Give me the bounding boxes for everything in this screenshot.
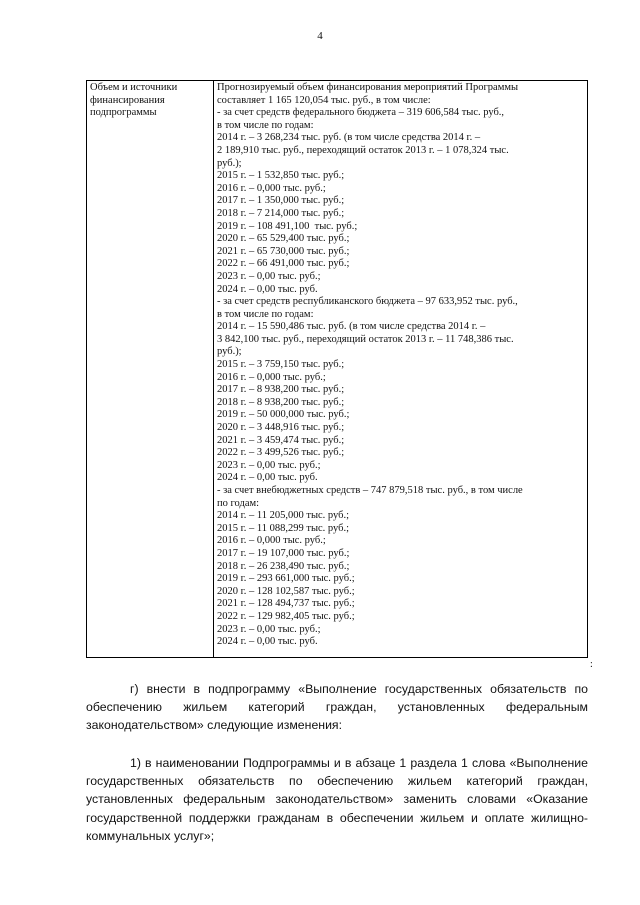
table-line: 2021 г. – 3 459,474 тыс. руб.; xyxy=(217,434,345,446)
table-line: 2016 г. – 0,000 тыс. руб.; xyxy=(217,535,326,547)
financing-table xyxy=(86,80,588,658)
table-line: Прогнозируемый объем финансирования мероприятий Программы xyxy=(217,82,519,93)
table-line: 2023 г. – 0,00 тыс. руб.; xyxy=(217,623,321,635)
table-column-divider xyxy=(213,81,214,657)
table-line: 2024 г. – 0,00 тыс. руб. xyxy=(217,283,318,295)
table-line: 3 842,100 тыс. руб., переходящий остаток 2013 г. – 11 748,386 тыс. xyxy=(217,333,514,345)
page-number: 4 xyxy=(317,30,323,42)
table-line: - за счет средств федерального бюджета – 319 606,584 тыс. руб., xyxy=(217,107,505,119)
paragraph-g: г) внести в подпрограмму «Выполнение государственных обязательств по обеспечению жильем категорий граждан, установленных федеральным законодательством» следующие изменения: xyxy=(86,682,588,733)
table-line: составляет 1 165 120,054 тыс. руб., в том числе: xyxy=(217,94,431,106)
table-line: 2017 г. – 19 107,000 тыс. руб.; xyxy=(217,547,350,559)
table-line: 2015 г. – 11 088,299 тыс. руб.; xyxy=(217,522,350,534)
table-line: по годам: xyxy=(217,497,260,509)
table-line: - за счет средств республиканского бюджета – 97 633,952 тыс. руб., xyxy=(217,296,518,308)
table-left-cell: Объем и источники финансирования подпрограммы xyxy=(90,82,178,119)
table-line: 2020 г. – 128 102,587 тыс. руб.; xyxy=(217,585,355,597)
table-line: 2 189,910 тыс. руб., переходящий остаток 2013 г. – 1 078,324 тыс. xyxy=(217,144,509,156)
table-right-cell xyxy=(217,82,585,649)
table-line: 2015 г. – 3 759,150 тыс. руб.; xyxy=(217,359,345,371)
table-line: 2020 г. – 65 529,400 тыс. руб.; xyxy=(217,233,350,245)
table-line: 2018 г. – 7 214,000 тыс. руб.; xyxy=(217,207,345,219)
table-line: в том числе по годам: xyxy=(217,308,314,320)
paragraph-1: 1) в наименовании Подпрограммы и в абзаце 1 раздела 1 слова «Выполнение государственных обязательств по обеспечению жильем категорий граждан, установленных федеральным законодательством» заменить словами «Оказание государственной поддержки гражданам в обеспечении жильем и оплате жилищно-коммунальных услуг»; xyxy=(86,756,588,843)
table-line: - за счет внебюджетных средств – 747 879,518 тыс. руб., в том числе xyxy=(217,485,523,496)
table-line: в том числе по годам: xyxy=(217,119,314,131)
table-line: 2019 г. – 50 000,000 тыс. руб.; xyxy=(217,409,350,421)
table-line: 2022 г. – 129 982,405 тыс. руб.; xyxy=(217,610,355,622)
table-line: 2024 г. – 0,00 тыс. руб. xyxy=(217,636,318,648)
table-line: 2021 г. – 65 730,000 тыс. руб.; xyxy=(217,245,350,257)
table-line: 2017 г. – 8 938,200 тыс. руб.; xyxy=(217,384,345,396)
table-line: 2019 г. – 293 661,000 тыс. руб.; xyxy=(217,573,355,585)
table-line: 2016 г. – 0,000 тыс. руб.; xyxy=(217,371,326,383)
table-line: 2024 г. – 0,00 тыс. руб. xyxy=(217,472,318,484)
table-line: 2019 г. – 108 491,100 тыс. руб.; xyxy=(217,220,358,232)
table-line: руб.); xyxy=(217,157,242,169)
table-line: 2022 г. – 3 499,526 тыс. руб.; xyxy=(217,447,345,459)
table-line: 2018 г. – 8 938,200 тыс. руб.; xyxy=(217,396,345,408)
table-line: 2021 г. – 128 494,737 тыс. руб.; xyxy=(217,598,355,610)
table-line: 2022 г. – 66 491,000 тыс. руб.; xyxy=(217,258,350,270)
table-line: 2014 г. – 3 268,234 тыс. руб. (в том числе средства 2014 г. – xyxy=(217,132,481,144)
closing-mark: : xyxy=(590,659,593,670)
table-line: 2023 г. – 0,00 тыс. руб.; xyxy=(217,270,321,282)
table-line: 2016 г. – 0,000 тыс. руб.; xyxy=(217,182,326,194)
table-line: 2023 г. – 0,00 тыс. руб.; xyxy=(217,459,321,471)
table-line: 2014 г. – 11 205,000 тыс. руб.; xyxy=(217,510,350,522)
table-line: 2017 г. – 1 350,000 тыс. руб.; xyxy=(217,195,345,207)
table-line: 2020 г. – 3 448,916 тыс. руб.; xyxy=(217,422,345,434)
table-line: 2014 г. – 15 590,486 тыс. руб. (в том числе средства 2014 г. – xyxy=(217,321,486,333)
table-line: 2018 г. – 26 238,490 тыс. руб.; xyxy=(217,560,350,572)
table-line: 2015 г. – 1 532,850 тыс. руб.; xyxy=(217,170,345,182)
table-line: руб.); xyxy=(217,346,242,358)
